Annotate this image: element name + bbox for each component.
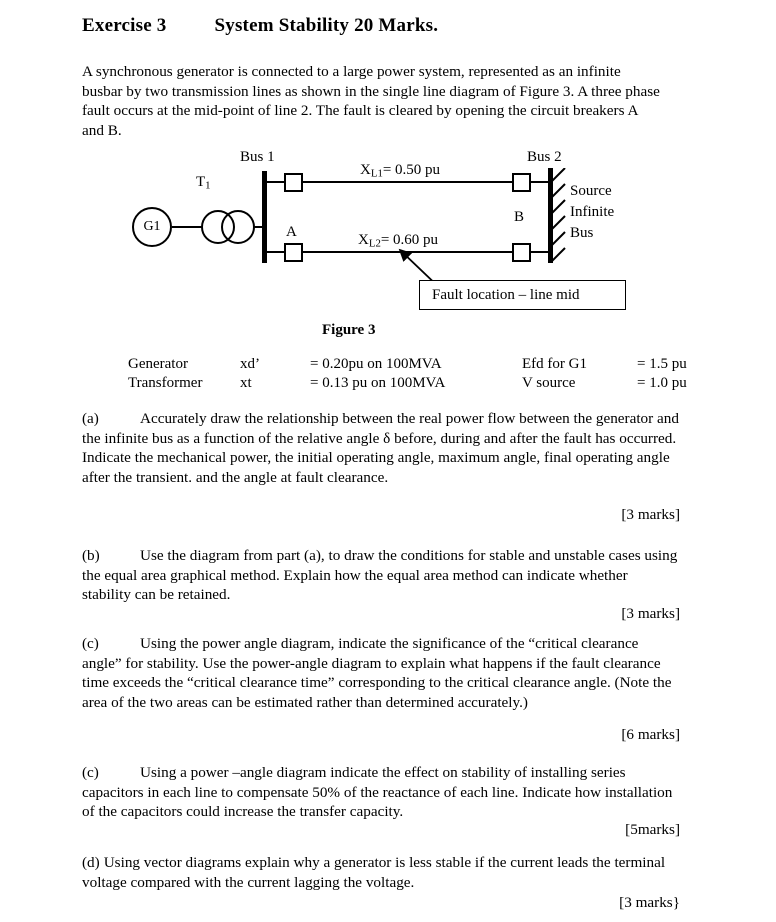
circuit-breaker-lower-left (284, 243, 303, 262)
param-name-2: V source (522, 375, 576, 391)
table-row (128, 355, 687, 374)
question-c1-marks: [6 marks] (621, 726, 680, 743)
question-c2-text: Using a power –angle diagram indicate the effect on stability of installing series capacitors in each line to compensate 50% of the reactance of each line. Indicate how installation of the capacitors could increase the transfer capacity. (82, 764, 673, 820)
param-name-2: Efd for G1 (522, 356, 587, 372)
question-c1-text: Using the power angle diagram, indicate the significance of the “critical clearance angle” for stability. Use the power-angle diagram to explain what happens if the fault clearance time exceeds the “critical clearance time” corresponding to the critical clearance angle. (Note the area of the two areas can be estimated rather than determined accurately.) (82, 635, 672, 711)
param-value: = 0.20pu on 100MVA (310, 356, 442, 372)
wire-bus1-to-cb-lower (266, 251, 286, 253)
param-value: = 0.13 pu on 100MVA (310, 375, 446, 391)
source-label-line-2: Infinite (570, 204, 615, 220)
question-d-label: (d) (82, 854, 100, 871)
source-label-line-3: Bus (570, 225, 594, 241)
line-2-reactance-label: $X_{L2}= 0.60$ pu (358, 232, 439, 250)
breaker-b-label: B (514, 209, 525, 225)
question-a-text: Accurately draw the relationship between the real power flow between the generator and the infinite bus as a function of the relative angle δ before, during and after the fault has occurred. Indicate the mechanical power, the initial operating angle, maximum angle, final operating angle after the transient. and the angle at fault clearance. (82, 410, 679, 486)
question-b-marks: [3 marks] (621, 605, 680, 622)
figure-3-diagram (0, 140, 776, 338)
wire-gen-to-transformer (172, 226, 202, 228)
question-d (82, 853, 680, 892)
circuit-breaker-upper-right (512, 173, 531, 192)
table-row (128, 374, 687, 393)
question-b (82, 546, 680, 605)
param-symbol: xd’ (240, 356, 260, 372)
breaker-a-label: A (286, 224, 297, 240)
question-c1-label: (c) (82, 635, 99, 652)
question-d-marks: [3 marks} (619, 894, 680, 911)
wire-bus1-to-cb-upper (266, 181, 286, 183)
question-a-marks: [3 marks] (621, 506, 680, 523)
question-b-text: Use the diagram from part (a), to draw the conditions for stable and unstable cases using the equal area graphical method. Explain how the equal area method can indicate whether stability can be retained. (82, 547, 678, 603)
question-c2-marks: [5marks] (625, 821, 680, 838)
question-a-label: (a) (82, 410, 99, 427)
parameter-table (128, 355, 687, 393)
question-c2-label: (c) (82, 764, 99, 781)
page-title (82, 15, 438, 37)
bus-1-label: Bus 1 (240, 149, 275, 165)
line-1-reactance-label: $X_{L1}= 0.50$ pu (360, 162, 441, 180)
circuit-breaker-upper-left (284, 173, 303, 192)
transformer-winding-2 (221, 210, 255, 244)
intro-paragraph: A synchronous generator is connected to a large power system, represented as an infinite busbar by two transmission lines as shown in the single line diagram of Figure 3. A three phase fault occurs at the mid-point of line 2. The fault is cleared by opening the circuit breakers A and B. (82, 63, 660, 139)
param-value-2: = 1.0 pu (637, 375, 687, 391)
exercise-title: System Stability 20 Marks. (214, 15, 439, 36)
figure-caption: Figure 3 (322, 322, 376, 338)
exercise-label: Exercise 3 (82, 15, 167, 36)
param-name: Transformer (128, 375, 203, 391)
generator-label: G1 (143, 219, 161, 234)
question-c2 (82, 763, 680, 822)
param-symbol: xt (240, 375, 252, 391)
question-a (82, 409, 680, 487)
fault-location-callout (419, 280, 626, 310)
source-label-line-1: Source (570, 183, 612, 199)
param-name: Generator (128, 356, 188, 372)
generator-symbol (132, 207, 172, 247)
question-b-label: (b) (82, 547, 100, 564)
bus-2-label: Bus 2 (527, 149, 562, 165)
transformer-label: $T_1$ (196, 174, 211, 192)
param-value-2: = 1.5 pu (637, 356, 687, 372)
bus-1-bar (262, 171, 267, 263)
fault-location-text: Fault location – line mid (432, 286, 580, 303)
circuit-breaker-lower-right (512, 243, 531, 262)
question-c1 (82, 634, 680, 712)
question-d-text: Using vector diagrams explain why a generator is less stable if the current leads the terminal voltage compared with the current lagging the voltage. (82, 854, 666, 891)
